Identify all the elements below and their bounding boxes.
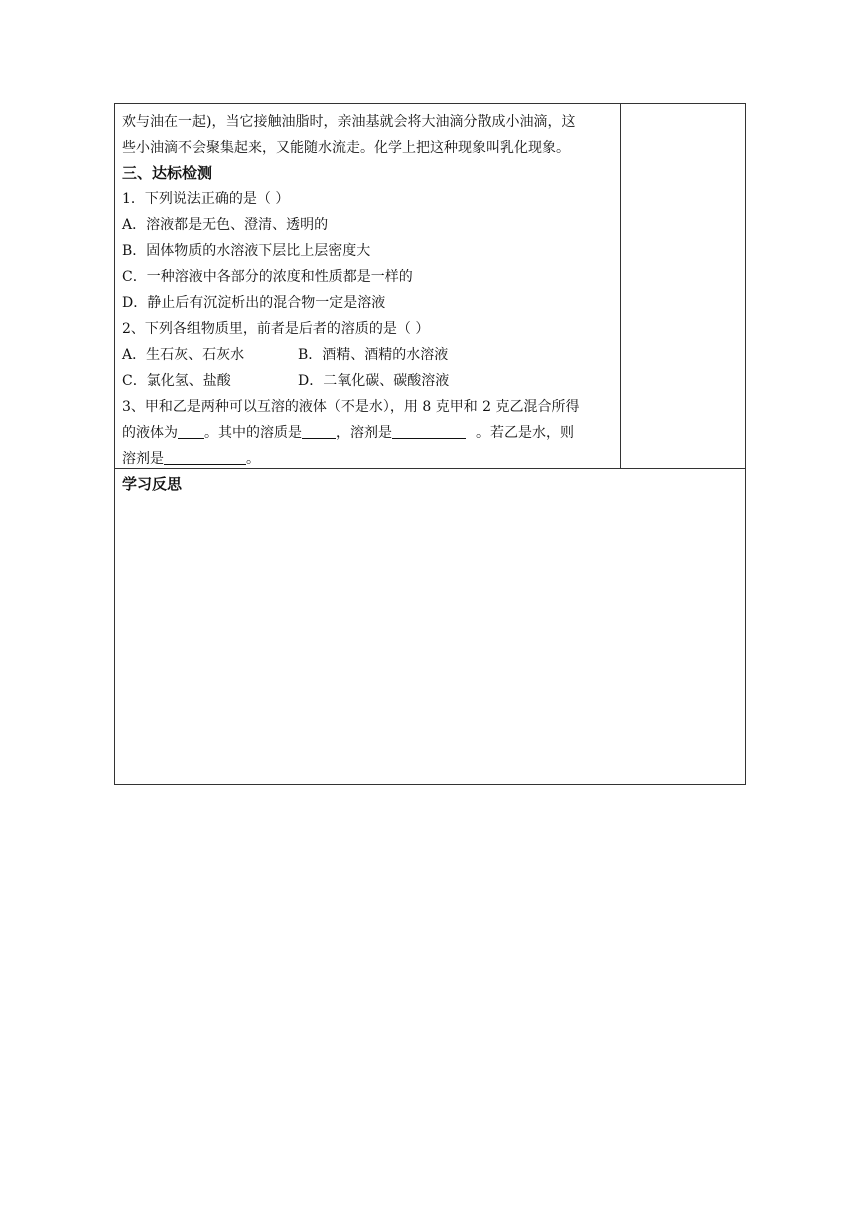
question-2-option-d: D．二氧化碳、碳酸溶液	[298, 373, 450, 389]
reflection-section	[115, 469, 745, 784]
question-2-option-a: A．生石灰、石灰水	[122, 347, 245, 363]
question-2-option-c: C．氯化氢、盐酸	[122, 373, 231, 389]
answer-blank-solute[interactable]	[302, 424, 336, 439]
question-3-line-2	[122, 420, 614, 446]
question-1-option-c: C．一种溶液中各部分的浓度和性质都是一样的	[122, 269, 413, 285]
question-3-text-d: 。若乙是水，则	[476, 425, 574, 441]
intro-line-1: 欢与油在一起)，当它接触油脂时，亲油基就会将大油滴分散成小油滴，这	[122, 114, 576, 130]
question-3-text-c: ，溶剂是	[336, 425, 392, 441]
section-heading: 三、达标检测	[122, 164, 213, 182]
question-3-text-e: 溶剂是	[122, 451, 164, 467]
question-1-stem: 1．下列说法正确的是（ ）	[122, 191, 290, 207]
side-notes-column	[621, 104, 745, 468]
question-3-text-f: 。	[246, 451, 260, 467]
question-2-stem: 2、下列各组物质里，前者是后者的溶质的是（ ）	[122, 321, 430, 337]
question-1-option-a: A．溶液都是无色、澄清、透明的	[122, 217, 329, 233]
question-2-options-cd	[122, 368, 614, 394]
question-3-text-a: 的液体为	[122, 425, 178, 441]
reflection-heading: 学习反思	[122, 475, 183, 493]
question-2-options-ab	[122, 342, 614, 368]
question-3-line-1: 3、甲和乙是两种可以互溶的液体（不是水），用 8 克甲和 2 克乙混合所得	[122, 399, 580, 415]
question-3-text-b: 。其中的溶质是	[204, 425, 302, 441]
main-column	[115, 104, 621, 468]
answer-blank-solvent[interactable]	[392, 424, 466, 439]
answer-blank-solvent-water[interactable]	[164, 450, 246, 465]
worksheet-table	[114, 103, 746, 785]
question-1-option-d: D．静止后有沉淀析出的混合物一定是溶液	[122, 295, 386, 311]
question-2-option-b: B．酒精、酒精的水溶液	[298, 347, 449, 363]
content-row	[115, 104, 745, 469]
question-1-option-b: B．固体物质的水溶液下层比上层密度大	[122, 243, 371, 259]
intro-line-2: 些小油滴不会聚集起来，又能随水流走。化学上把这种现象叫乳化现象。	[122, 140, 570, 156]
answer-blank-liquid[interactable]	[178, 424, 204, 439]
